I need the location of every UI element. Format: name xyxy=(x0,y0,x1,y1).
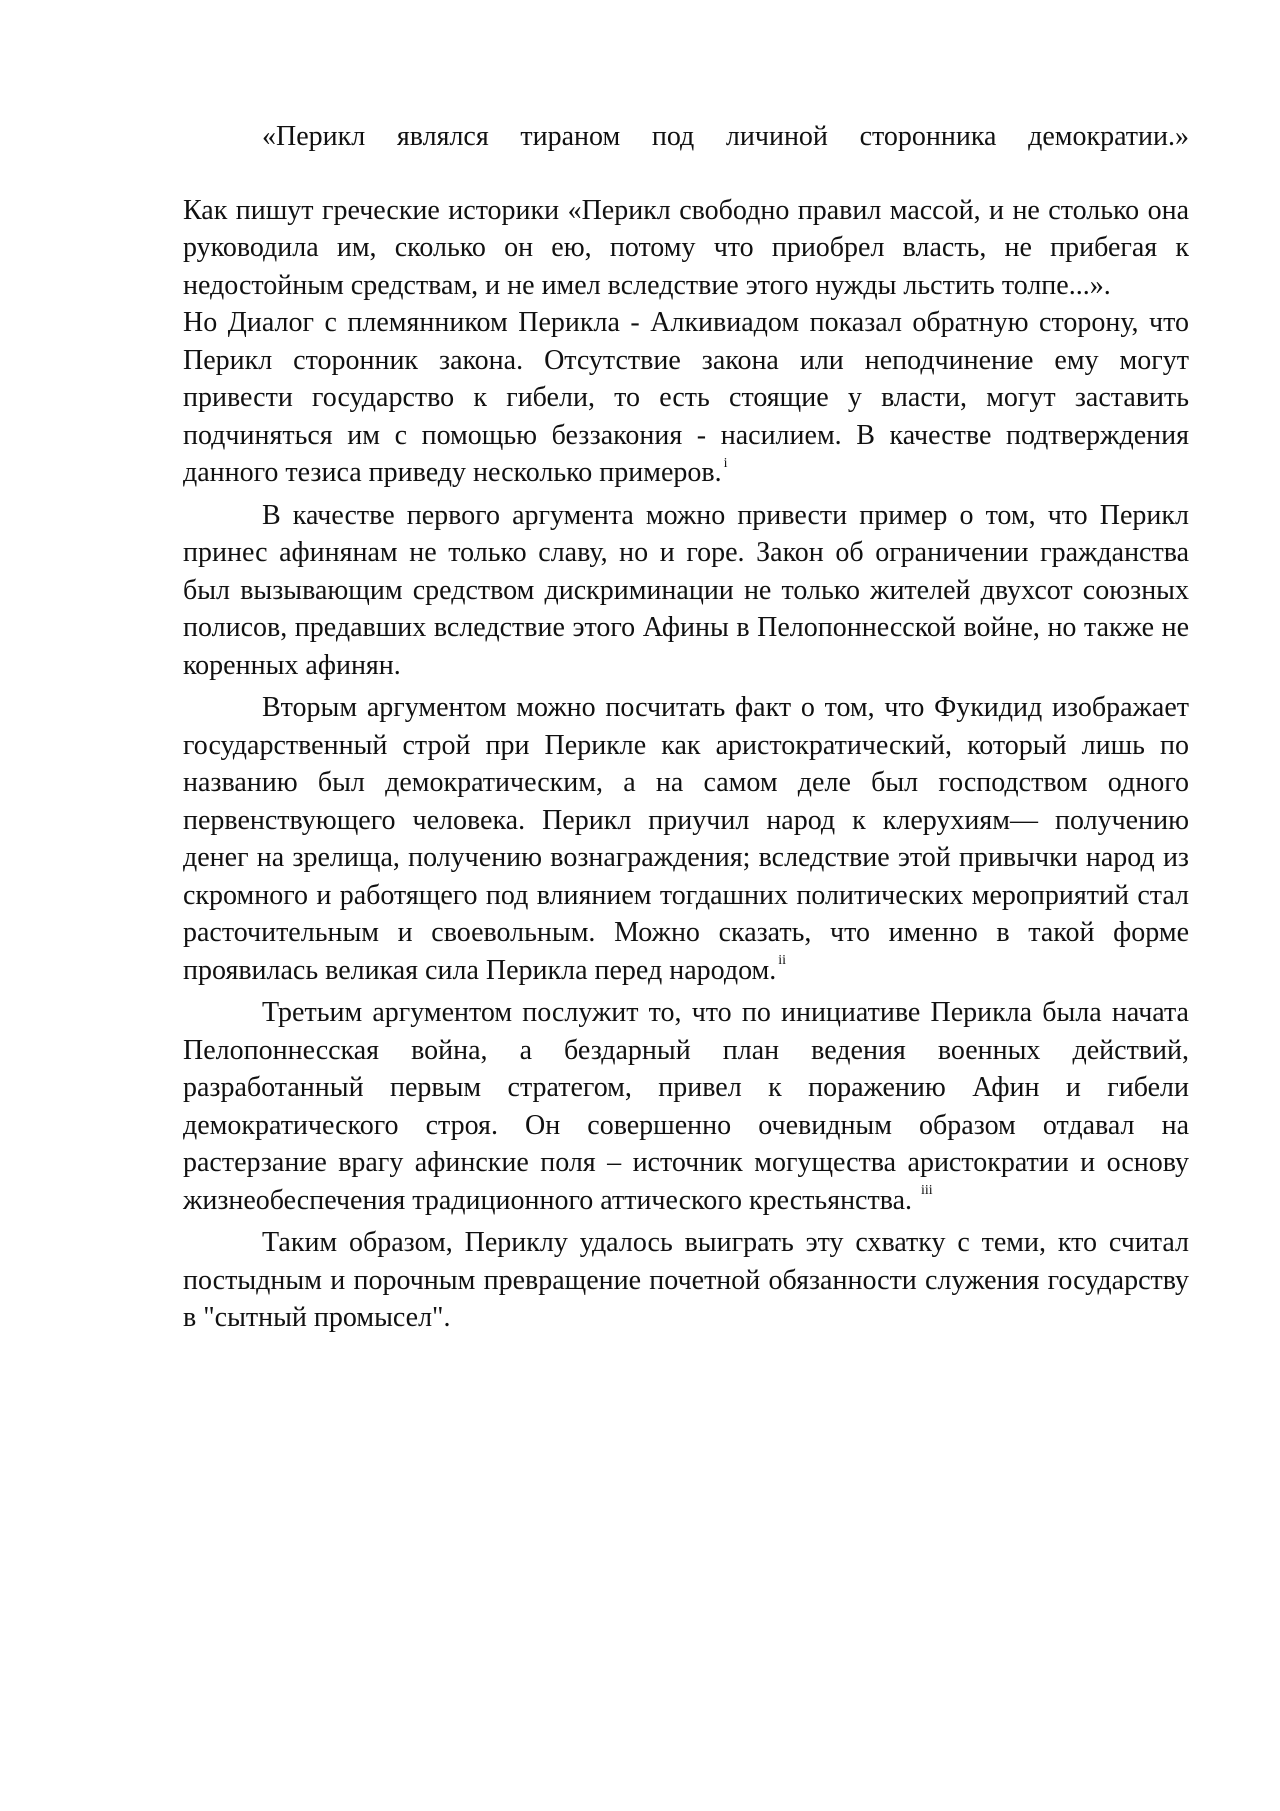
paragraph-text: В качестве первого аргумента можно привести пример о том, что Перикл принес афинянам не только славу, но и горе. Закон об ограничении гражданства был вызывающим средством дискриминации не только жителей двухсот союзных полисов, предавших вследствие этого Афины в Пелопоннесской войне, но также не коренных афинян. xyxy=(183,499,1189,681)
document-page xyxy=(183,118,1189,1337)
paragraph-third-argument xyxy=(183,994,1189,1219)
footnote-marker-3[interactable]: iii xyxy=(921,1183,933,1199)
paragraph-dialogue xyxy=(183,304,1189,492)
paragraph-text: Но Диалог с племянником Перикла - Алкивиадом показал обратную сторону, что Перикл сторонник закона. Отсутствие закона или неподчинение ему могут привести государство к гибели, то есть стоящие у власти, могут заставить подчиняться им с помощью беззакония - насилием. В качестве подтверждения данного тезиса приведу несколько примеров. xyxy=(183,307,1189,488)
footnote-marker-1[interactable]: i xyxy=(723,455,728,471)
paragraph-text: Таким образом, Периклу удалось выиграть эту схватку с теми, кто считал постыдным и порочным превращение почетной обязанности служения государству в "сытный промысел". xyxy=(183,1227,1189,1333)
paragraph-text: Вторым аргументом можно посчитать факт о том, что Фукидид изображает государственный строй при Перикле как аристократический, который лишь по названию был демократическим, а на самом деле был господством одного первенствующего человека. Перикл приучил народ к клерухиям— получению денег на зрелища, получению вознаграждения; вследствие этой привычки народ из скромного и работящего под влиянием тогдашних политических мероприятий стал расточительным и своевольным. Можно сказать, что именно в такой форме проявилась великая сила Перикла перед народом. xyxy=(183,692,1189,986)
epigraph-quote xyxy=(183,118,1189,156)
footnote-marker-2[interactable]: ii xyxy=(778,953,787,969)
paragraph-historians xyxy=(183,192,1189,305)
paragraph-text: Третьим аргументом послужит то, что по инициативе Перикла была начата Пелопоннесская война, а бездарный план ведения военных действий, разработанный первым стратегом, привел к поражению Афин и гибели демократического строя. Он совершенно очевидным образом отдавал на растерзание врагу афинские поля – источник могущества аристократии и основу жизнеобеспечения традиционного аттического крестьянства. xyxy=(183,997,1189,1216)
paragraph-first-argument xyxy=(183,497,1189,685)
paragraph-text: Как пишут греческие историки «Перикл свободно правил массой, и не столько она руководила им, сколько он ею, потому что приобрел власть, не прибегая к недостойным средствам, и не имел вследствие этого нужды льстить толпе...». xyxy=(183,194,1189,301)
paragraph-conclusion xyxy=(183,1224,1189,1337)
paragraph-second-argument xyxy=(183,689,1189,989)
epigraph-text: «Перикл являлся тираном под личиной сторонника демократии.» xyxy=(262,121,1189,152)
